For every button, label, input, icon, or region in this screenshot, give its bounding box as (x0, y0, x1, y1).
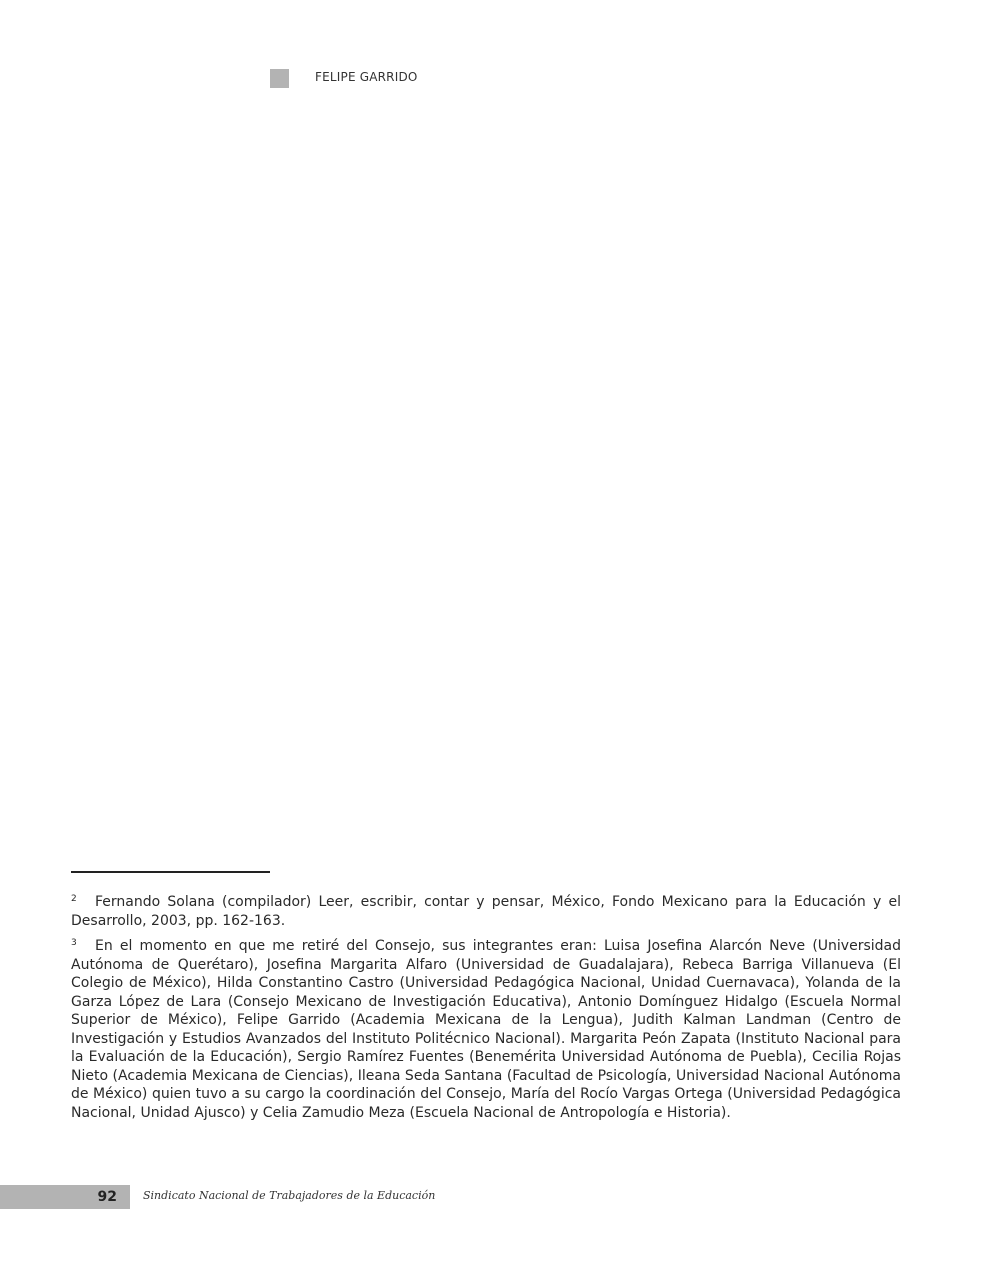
footnotes (71, 890, 901, 1126)
footnote-text: Fernando Solana (compilador) Leer, escribir, contar y pensar, México, Fondo Mexicano para la Educación y el Desarrollo, 2003, pp. 162-163. (71, 894, 901, 929)
footnote-number: 2 (71, 894, 77, 904)
page-number: 92 (97, 1189, 117, 1205)
footnote-divider (71, 871, 270, 873)
footnote-text: En el momento en que me retiré del Consejo, sus integrantes eran: Luisa Josefina Alarcón Neve (Universidad Autónoma de Querétaro), Josefina Margarita Alfaro (Universidad de Guadalajara), Rebeca Barriga Villanueva (El Colegio de México), Hilda Constantino Castro (Universidad Pedagógica Nacional, Unidad Cuernavaca), Yolanda de la Garza López de Lara (Consejo Mexicano de Investigación Educativa), Antonio Domínguez Hidalgo (Escuela Normal Superior de México), Felipe Garrido (Academia Mexicana de la Lengua), Judith Kalman Landman (Centro de Investigación y Estudios Avanzados del Instituto Politécnico Nacional). Margarita Peón Zapata (Instituto Nacional para la Evaluación de la Educación), Sergio Ramírez Fuentes (Benemérita Universidad Autónoma de Puebla), Cecilia Rojas Nieto (Academia Mexicana de Ciencias), Ileana Seda Santana (Facultad de Psicología, Universidad Nacional Autónoma de México) quien tuvo a su cargo la coordinación del Consejo, María del Rocío Vargas Ortega (Universidad Pedagógica Nacional, Unidad Ajusco) y Celia Zamudio Meza (Escuela Nacional de Antropología e Historia). (71, 938, 901, 1121)
footnote-2 (71, 890, 901, 930)
footnote-3 (71, 934, 901, 1122)
footer-publisher: Sindicato Nacional de Trabajadores de la Educación (143, 1189, 436, 1202)
running-head-author: FELIPE GARRIDO (315, 70, 418, 84)
header-marker-square (270, 69, 289, 88)
footnote-number: 3 (71, 938, 77, 948)
